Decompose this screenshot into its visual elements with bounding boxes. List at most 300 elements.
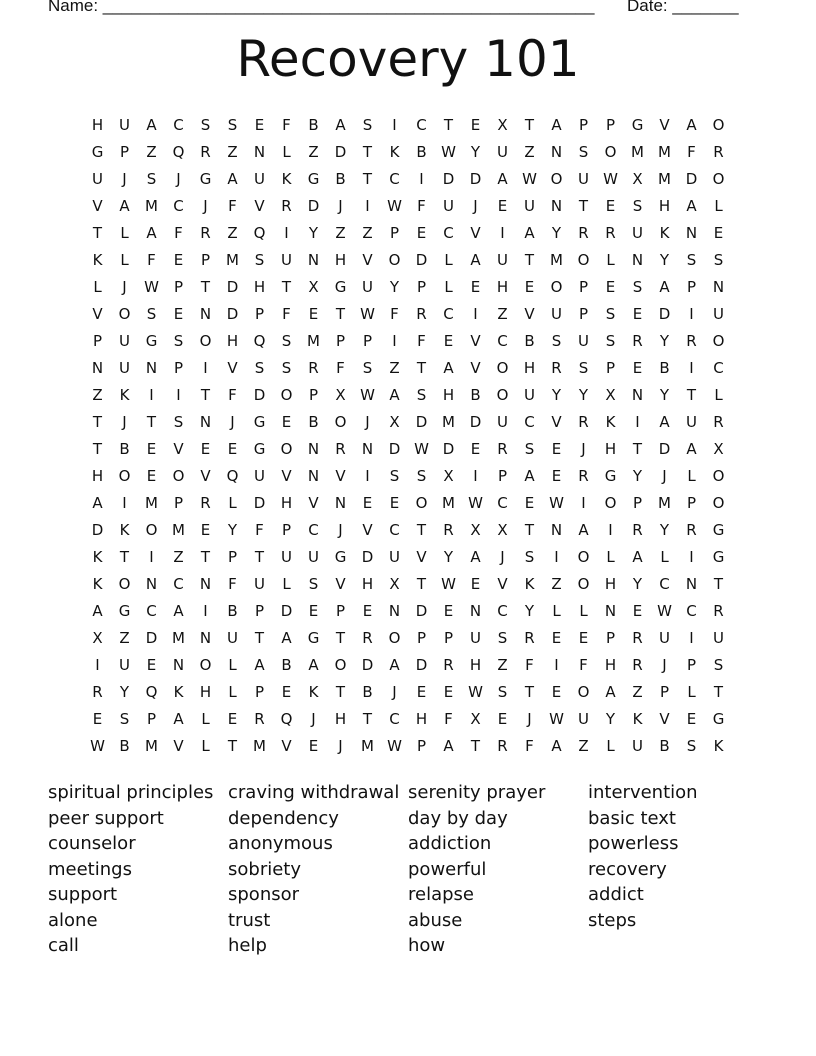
grid-cell: R (362, 629, 373, 647)
grid-cell: X (470, 521, 481, 539)
grid-cell: D (253, 494, 266, 512)
grid-cell: E (713, 224, 724, 242)
grid-cell: L (201, 710, 210, 728)
grid-row (84, 139, 732, 166)
grid-cell: O (118, 575, 131, 593)
grid-cell: Y (659, 386, 670, 404)
grid-cell: E (524, 494, 535, 512)
grid-cell: D (307, 197, 320, 215)
word-list-item: addiction (408, 833, 492, 854)
grid-cell: E (578, 629, 589, 647)
grid-cell: L (120, 224, 129, 242)
grid-cell: N (172, 656, 185, 674)
grid-row (84, 598, 732, 625)
grid-cell: R (686, 521, 697, 539)
grid-cell: Z (308, 143, 319, 161)
word-list-item: help (228, 935, 267, 956)
grid-cell: A (632, 548, 643, 566)
grid-cell: F (525, 656, 534, 674)
grid-cell: G (712, 710, 725, 728)
grid-cell: F (417, 197, 426, 215)
grid-cell: K (281, 170, 292, 188)
word-list-item: support (48, 884, 118, 905)
grid-cell: R (92, 683, 103, 701)
grid-cell: D (226, 305, 239, 323)
grid-cell: B (416, 143, 427, 161)
grid-cell: R (632, 629, 643, 647)
grid-cell: A (335, 116, 346, 134)
grid-cell: S (713, 656, 724, 674)
grid-cell: J (338, 737, 343, 755)
grid-cell: S (632, 197, 643, 215)
grid-cell: E (416, 683, 427, 701)
grid-cell: N (199, 575, 212, 593)
grid-cell: R (605, 224, 616, 242)
grid-cell: D (415, 413, 428, 431)
grid-cell: Y (659, 332, 670, 350)
grid-cell: O (712, 494, 725, 512)
grid-cell: E (632, 305, 643, 323)
grid-cell: N (388, 602, 401, 620)
grid-cell: E (443, 602, 454, 620)
grid-cell: A (686, 116, 697, 134)
word-list-item: recovery (588, 858, 667, 880)
word-search-grid (84, 112, 732, 760)
grid-cell: V (470, 332, 481, 350)
grid-cell: T (200, 386, 211, 404)
grid-cell: C (173, 116, 184, 134)
grid-cell: E (443, 683, 454, 701)
grid-cell: N (145, 359, 158, 377)
grid-cell: O (712, 170, 725, 188)
word-list-item: steps (588, 909, 637, 931)
grid-cell: Y (578, 386, 589, 404)
grid-cell: R (281, 197, 292, 215)
grid-cell: I (149, 548, 154, 566)
grid-cell: W (549, 710, 564, 728)
grid-cell: I (284, 224, 289, 242)
grid-cell: U (92, 170, 103, 188)
grid-cell: A (443, 359, 454, 377)
grid-cell: B (362, 683, 373, 701)
grid-cell: P (227, 548, 238, 566)
grid-cell: E (632, 602, 643, 620)
grid-cell: J (122, 170, 127, 188)
grid-cell: O (172, 467, 185, 485)
grid-cell: E (443, 332, 454, 350)
grid-cell: O (577, 251, 590, 269)
grid-cell: S (605, 305, 616, 323)
grid-cell: S (524, 548, 535, 566)
grid-cell: M (631, 143, 644, 161)
grid-cell: T (335, 305, 346, 323)
grid-cell: M (145, 737, 158, 755)
grid-row (84, 733, 732, 760)
grid-cell: E (551, 629, 562, 647)
grid-cell: V (416, 548, 427, 566)
grid-cell: M (253, 737, 266, 755)
grid-cell: C (308, 521, 319, 539)
grid-cell: R (578, 224, 589, 242)
grid-cell: H (469, 656, 482, 674)
grid-cell: A (686, 197, 697, 215)
grid-cell: S (200, 116, 211, 134)
grid-cell: P (497, 467, 508, 485)
grid-cell: Y (227, 521, 238, 539)
word-list (48, 780, 768, 959)
grid-cell: T (362, 170, 373, 188)
grid-cell: L (660, 548, 669, 566)
grid-cell: S (713, 251, 724, 269)
grid-cell: D (658, 305, 671, 323)
grid-cell: W (441, 575, 456, 593)
grid-cell: T (362, 143, 373, 161)
grid-cell: A (551, 116, 562, 134)
grid-cell: W (468, 494, 483, 512)
grid-cell: T (119, 548, 130, 566)
grid-cell: E (632, 359, 643, 377)
grid-cell: J (176, 170, 181, 188)
grid-cell: U (551, 305, 562, 323)
grid-cell: L (687, 683, 696, 701)
grid-cell: Y (389, 278, 400, 296)
grid-cell: D (361, 656, 374, 674)
grid-cell: E (605, 197, 616, 215)
grid-row (84, 490, 732, 517)
grid-cell: G (118, 602, 131, 620)
grid-cell: L (282, 143, 291, 161)
grid-cell: V (659, 710, 670, 728)
grid-cell: I (554, 656, 559, 674)
grid-cell: M (145, 197, 158, 215)
grid-cell: C (713, 359, 724, 377)
grid-cell: K (605, 413, 616, 431)
grid-cell: T (524, 116, 535, 134)
grid-cell: N (199, 305, 212, 323)
grid-cell: N (253, 143, 266, 161)
grid-cell: H (415, 710, 428, 728)
grid-cell: F (336, 359, 345, 377)
grid-cell: D (145, 629, 158, 647)
word-list-item: alone (48, 909, 98, 931)
grid-cell: O (388, 629, 401, 647)
word-list-item: abuse (408, 909, 463, 931)
grid-cell: J (392, 683, 397, 701)
grid-cell: I (581, 494, 586, 512)
grid-cell: E (551, 440, 562, 458)
grid-cell: W (549, 494, 564, 512)
grid-cell: M (442, 494, 455, 512)
grid-cell: U (524, 386, 535, 404)
grid-cell: N (307, 251, 320, 269)
grid-cell: T (416, 359, 427, 377)
grid-cell: U (497, 413, 508, 431)
grid-cell: D (658, 440, 671, 458)
grid-cell: A (281, 629, 292, 647)
grid-cell: I (365, 467, 370, 485)
grid-cell: T (524, 251, 535, 269)
grid-cell: A (92, 494, 103, 512)
grid-cell: A (497, 170, 508, 188)
word-list-item: sobriety (228, 858, 302, 880)
grid-cell: T (146, 413, 157, 431)
grid-cell: C (443, 305, 454, 323)
word-list-item: spiritual principles (48, 782, 214, 803)
grid-cell: S (416, 467, 427, 485)
grid-cell: B (470, 386, 481, 404)
grid-cell: W (90, 737, 105, 755)
grid-cell: X (335, 386, 346, 404)
grid-cell: H (91, 467, 104, 485)
grid-cell: S (227, 116, 238, 134)
grid-cell: V (92, 305, 103, 323)
grid-cell: E (227, 710, 238, 728)
word-list-item: how (408, 935, 446, 956)
grid-cell: X (443, 467, 454, 485)
grid-cell: U (632, 737, 643, 755)
grid-cell: U (632, 224, 643, 242)
grid-cell: M (361, 737, 374, 755)
word-list-item: call (48, 935, 79, 956)
grid-cell: R (335, 440, 346, 458)
grid-cell: W (360, 386, 375, 404)
grid-cell: X (605, 386, 616, 404)
grid-cell: Q (253, 224, 266, 242)
grid-cell: O (712, 116, 725, 134)
grid-cell: Z (92, 386, 103, 404)
grid-cell: F (147, 251, 156, 269)
grid-cell: B (524, 332, 535, 350)
grid-cell: O (199, 332, 212, 350)
grid-cell: R (308, 359, 319, 377)
grid-cell: L (228, 683, 237, 701)
grid-cell: E (362, 602, 373, 620)
grid-cell: T (362, 710, 373, 728)
grid-cell: Y (632, 575, 643, 593)
grid-cell: R (200, 494, 211, 512)
grid-row (84, 436, 732, 463)
grid-cell: D (280, 602, 293, 620)
grid-cell: M (442, 413, 455, 431)
grid-cell: H (226, 332, 239, 350)
grid-cell: V (470, 224, 481, 242)
grid-cell: U (119, 332, 130, 350)
grid-cell: L (714, 386, 723, 404)
grid-cell: V (470, 359, 481, 377)
grid-cell: D (442, 170, 455, 188)
grid-cell: G (253, 413, 266, 431)
grid-cell: T (470, 737, 481, 755)
grid-cell: V (281, 467, 292, 485)
grid-cell: H (604, 575, 617, 593)
grid-cell: S (416, 386, 427, 404)
grid-cell: U (281, 548, 292, 566)
grid-cell: U (254, 575, 265, 593)
grid-cell: O (118, 305, 131, 323)
grid-cell: M (307, 332, 320, 350)
grid-cell: A (92, 602, 103, 620)
grid-cell: P (659, 683, 670, 701)
grid-cell: V (92, 197, 103, 215)
grid-cell: M (145, 494, 158, 512)
grid-cell: Z (362, 224, 373, 242)
grid-cell: H (280, 494, 293, 512)
grid-cell: F (579, 656, 588, 674)
grid-cell: V (362, 251, 373, 269)
grid-cell: K (713, 737, 724, 755)
grid-cell: T (686, 386, 697, 404)
grid-cell: T (200, 548, 211, 566)
grid-cell: V (173, 737, 184, 755)
grid-cell: O (496, 359, 509, 377)
grid-cell: E (470, 440, 481, 458)
grid-cell: W (441, 143, 456, 161)
grid-cell: V (254, 197, 265, 215)
grid-cell: Y (524, 602, 535, 620)
grid-cell: W (387, 197, 402, 215)
grid-cell: C (497, 332, 508, 350)
grid-cell: G (253, 440, 266, 458)
grid-cell: X (497, 521, 508, 539)
grid-cell: R (443, 656, 454, 674)
grid-cell: E (146, 467, 157, 485)
grid-cell: R (713, 602, 724, 620)
grid-cell: C (416, 116, 427, 134)
grid-cell: C (443, 224, 454, 242)
grid-cell: Z (497, 656, 508, 674)
grid-cell: I (122, 494, 127, 512)
grid-cell: H (334, 710, 347, 728)
grid-cell: X (632, 170, 643, 188)
grid-cell: I (473, 467, 478, 485)
grid-cell: U (227, 629, 238, 647)
grid-cell: T (335, 683, 346, 701)
grid-cell: E (200, 521, 211, 539)
grid-cell: X (92, 629, 103, 647)
name-field-label: Name: ____________________________________________________ (48, 0, 595, 15)
grid-cell: P (92, 332, 103, 350)
grid-cell: P (416, 278, 427, 296)
grid-cell: D (469, 413, 482, 431)
grid-cell: I (635, 413, 640, 431)
grid-cell: Q (253, 332, 266, 350)
grid-cell: O (577, 548, 590, 566)
grid-cell: A (173, 710, 184, 728)
grid-cell: U (470, 629, 481, 647)
grid-cell: Y (308, 224, 319, 242)
grid-cell: U (119, 656, 130, 674)
grid-cell: P (578, 305, 589, 323)
grid-cell: U (389, 548, 400, 566)
grid-cell: H (604, 656, 617, 674)
grid-cell: P (632, 494, 643, 512)
grid-cell: P (605, 116, 616, 134)
grid-cell: R (497, 737, 508, 755)
grid-cell: C (389, 521, 400, 539)
grid-cell: P (173, 359, 184, 377)
grid-cell: V (281, 737, 292, 755)
grid-cell: U (254, 170, 265, 188)
grid-cell: J (581, 440, 586, 458)
grid-cell: I (203, 602, 208, 620)
grid-cell: U (713, 305, 724, 323)
grid-cell: U (578, 332, 589, 350)
word-list-column (588, 780, 768, 959)
grid-cell: E (92, 710, 103, 728)
word-list-item: day by day (408, 807, 508, 829)
word-list-item: intervention (588, 782, 698, 803)
grid-cell: E (308, 305, 319, 323)
grid-cell: N (631, 386, 644, 404)
grid-cell: A (659, 278, 670, 296)
grid-cell: H (442, 386, 455, 404)
grid-cell: O (577, 683, 590, 701)
grid-cell: I (149, 386, 154, 404)
grid-cell: T (227, 737, 238, 755)
grid-cell: E (146, 440, 157, 458)
grid-cell: E (389, 494, 400, 512)
grid-cell: G (145, 332, 158, 350)
grid-cell: F (282, 116, 291, 134)
grid-cell: S (632, 278, 643, 296)
grid-cell: D (226, 278, 239, 296)
grid-cell: R (713, 413, 724, 431)
grid-cell: E (416, 224, 427, 242)
grid-cell: A (146, 116, 157, 134)
grid-cell: K (659, 224, 670, 242)
grid-cell: U (281, 251, 292, 269)
grid-cell: T (578, 197, 589, 215)
grid-cell: R (632, 332, 643, 350)
grid-cell: E (470, 116, 481, 134)
grid-cell: R (632, 521, 643, 539)
grid-cell: O (280, 386, 293, 404)
grid-cell: D (469, 170, 482, 188)
grid-cell: D (361, 548, 374, 566)
grid-cell: A (389, 386, 400, 404)
grid-cell: A (659, 413, 670, 431)
grid-cell: H (91, 116, 104, 134)
grid-cell: L (444, 251, 453, 269)
grid-cell: P (146, 710, 157, 728)
grid-cell: P (686, 278, 697, 296)
grid-cell: F (687, 143, 696, 161)
grid-cell: A (227, 170, 238, 188)
grid-cell: P (173, 494, 184, 512)
grid-cell: S (281, 332, 292, 350)
grid-cell: N (199, 629, 212, 647)
grid-cell: E (281, 413, 292, 431)
grid-cell: T (92, 224, 103, 242)
grid-cell: K (389, 143, 400, 161)
grid-cell: K (119, 521, 130, 539)
grid-cell: L (93, 278, 102, 296)
grid-row (84, 679, 732, 706)
grid-cell: C (146, 602, 157, 620)
grid-cell: Z (227, 224, 238, 242)
grid-row (84, 112, 732, 139)
grid-cell: C (389, 710, 400, 728)
grid-cell: A (578, 521, 589, 539)
grid-cell: A (524, 224, 535, 242)
grid-cell: U (497, 251, 508, 269)
grid-cell: K (308, 683, 319, 701)
grid-cell: W (387, 737, 402, 755)
grid-row (84, 328, 732, 355)
grid-cell: Z (524, 143, 535, 161)
grid-cell: M (226, 251, 239, 269)
grid-cell: I (689, 305, 694, 323)
